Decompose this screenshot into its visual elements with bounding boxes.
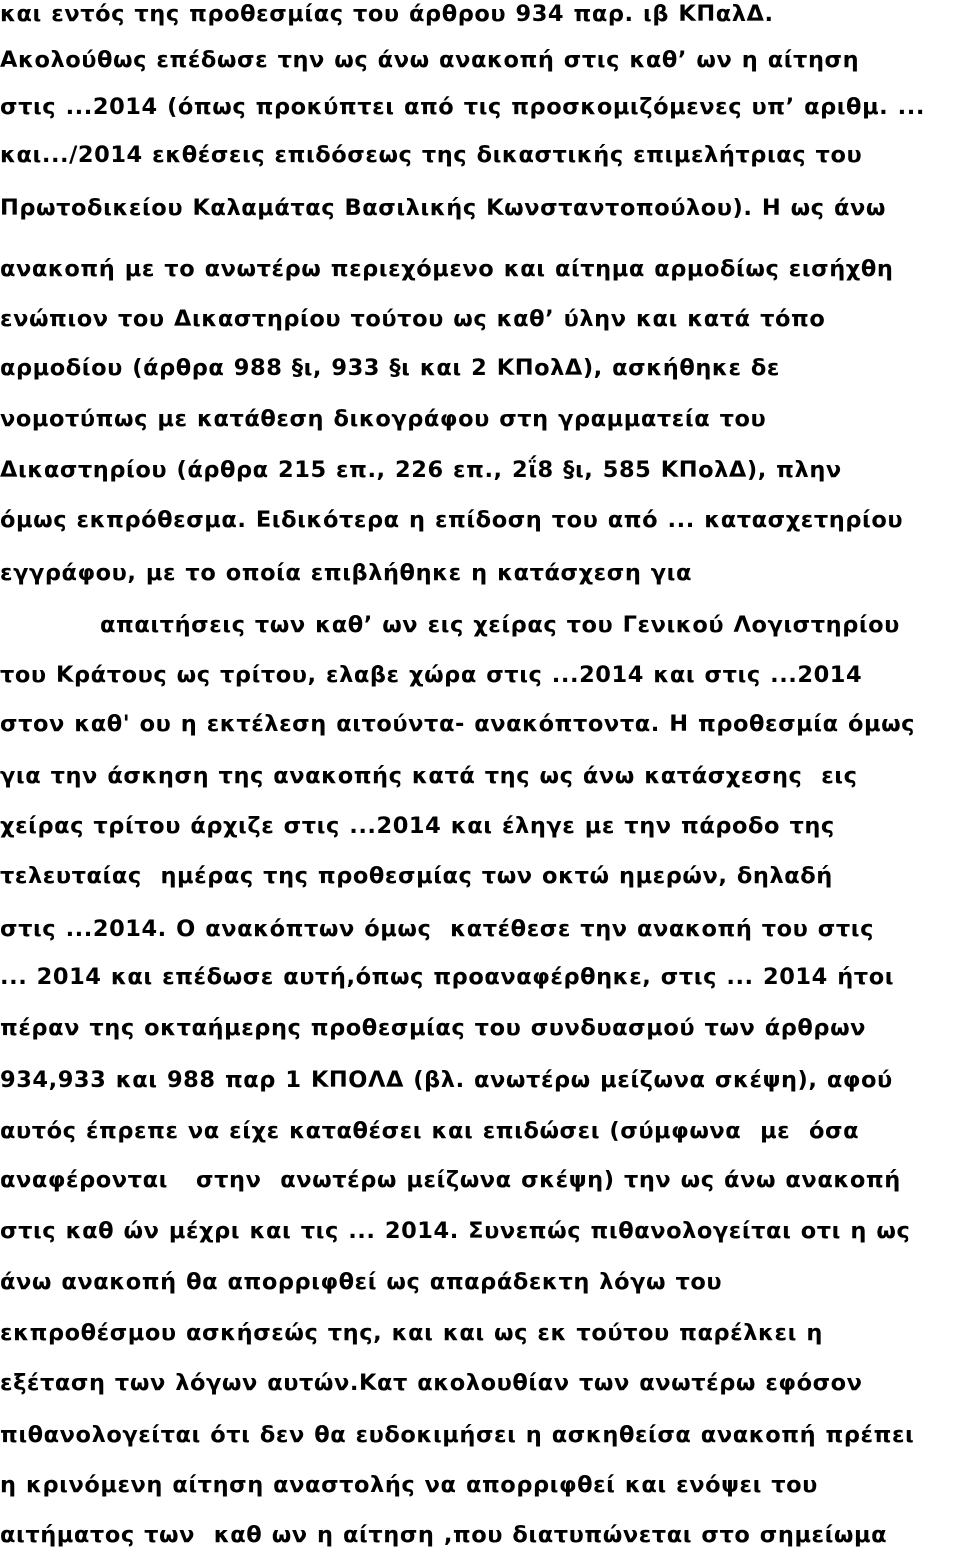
text-line-25: στις καθ ών μέχρι και τις ... 2014. Συνεπώς πιθανολογείται οτι η ως — [0, 1218, 911, 1244]
text-line-23: αυτός έπρεπε να είχε καταθέσει και επιδώσει (σύμφωνα με όσα — [0, 1118, 860, 1144]
text-line-3: στις ...2014 (όπως προκύπτει από τις προσκομιζόμενες υπ’ αριθμ. ... — [0, 94, 925, 120]
text-line-15: στον καθ' ου η εκτέλεση αιτούντα- ανακόπτοντα. Η προθεσμία όμως — [0, 711, 916, 737]
text-line-27: εκπροθέσμου ασκήσεώς της, και και ως εκ τούτου παρέλκει η — [0, 1320, 823, 1346]
text-line-13: απαιτήσεις των καθ’ ων εις χείρας του Γενικού Λογιστηρίου — [100, 612, 900, 638]
text-line-31: αιτήματος των καθ ων η αίτηση ,που διατυπώνεται στο σημείωμα — [0, 1522, 888, 1548]
text-line-5: Πρωτοδικείου Καλαμάτας Βασιλικής Κωνσταντοπούλου). Η ως άνω — [0, 195, 886, 221]
text-line-17: χείρας τρίτου άρχιζε στις ...2014 και έληγε με την πάροδο της — [0, 813, 835, 839]
text-line-12: εγγράφου, με το οποία επιβλήθηκε η κατάσχεση για — [0, 560, 692, 586]
text-line-2: Ακολούθως επέδωσε την ως άνω ανακοπή στις καθ’ ων η αίτηση — [0, 47, 860, 73]
text-line-26: άνω ανακοπή θα απορριφθεί ως απαράδεκτη λόγω του — [0, 1269, 723, 1295]
text-line-24: αναφέρονται στην ανωτέρω μείζωνα σκέψη) την ως άνω ανακοπή — [0, 1167, 901, 1193]
text-line-9: νομοτύπως με κατάθεση δικογράφου στη γραμματεία του — [0, 406, 767, 432]
text-line-8: αρμοδίου (άρθρα 988 §ι, 933 §ι και 2 ΚΠολΔ), ασκήθηκε δε — [0, 355, 780, 381]
text-line-1: και εντός της προθεσμίας του άρθρου 934 παρ. ιβ ΚΠαλΔ. — [0, 1, 774, 27]
text-line-11: όμως εκπρόθεσμα. Ειδικότερα η επίδοση του από ... κατασχετηρίου — [0, 507, 904, 533]
text-line-10: Δικαστηρίου (άρθρα 215 επ., 226 επ., 2ΐ8 §ι, 585 ΚΠολΔ), πλην — [0, 457, 842, 483]
text-line-22: 934,933 και 988 παρ 1 ΚΠΟΛΔ (βλ. ανωτέρω μείζωνα σκέψη), αφού — [0, 1067, 893, 1093]
text-line-29: πιθανολογείται ότι δεν θα ευδοκιμήσει η ασκηθείσα ανακοπή πρέπει — [0, 1422, 915, 1448]
text-line-19: στις ...2014. Ο ανακόπτων όμως κατέθεσε την ανακοπή του στις — [0, 916, 874, 942]
text-line-20: ... 2014 και επέδωσε αυτή,όπως προαναφέρθηκε, στις ... 2014 ήτοι — [0, 964, 895, 990]
text-line-14: του Κράτους ως τρίτου, ελαβε χώρα στις ...2014 και στις ...2014 — [0, 662, 863, 688]
text-line-4: και.../2014 εκθέσεις επιδόσεως της δικαστικής επιμελήτριας του — [0, 142, 863, 168]
text-line-21: πέραν της οκταήμερης προθεσμίας του συνδυασμού των άρθρων — [0, 1015, 867, 1041]
text-line-30: η κρινόμενη αίτηση αναστολής να απορριφθεί και ενόψει του — [0, 1472, 818, 1498]
text-line-18: τελευταίας ημέρας της προθεσμίας των οκτώ ημερών, δηλαδή — [0, 863, 833, 889]
text-line-16: για την άσκηση της ανακοπής κατά της ως άνω κατάσχεσης εις — [0, 763, 858, 789]
text-line-6: ανακοπή με το ανωτέρω περιεχόμενο και αίτημα αρμοδίως εισήχθη — [0, 256, 894, 282]
text-line-28: εξέταση των λόγων αυτών.Κατ ακολουθίαν των ανωτέρω εφόσον — [0, 1370, 863, 1396]
text-line-7: ενώπιον του Δικαστηρίου τούτου ως καθ’ ύλην και κατά τόπο — [0, 306, 826, 332]
